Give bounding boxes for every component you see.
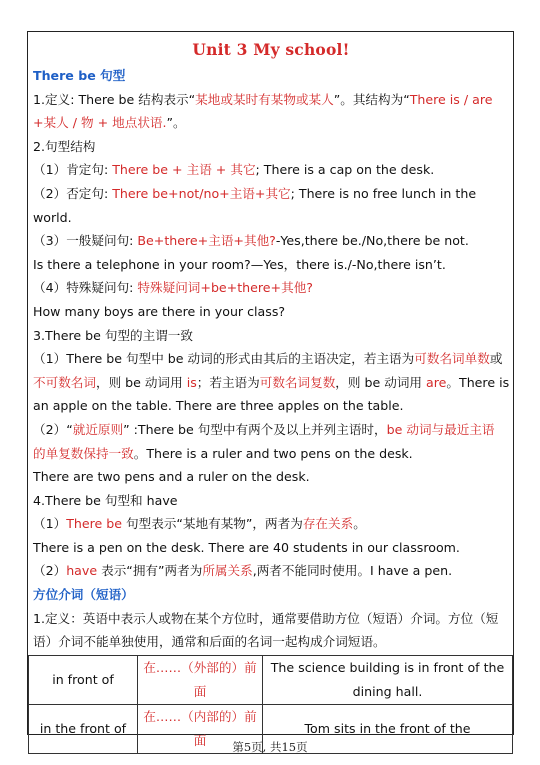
definition-paragraph xyxy=(33,88,509,135)
structure-special-question-example: How many boys are there in your class? xyxy=(33,303,286,319)
have-rule-1-example: There is a pen on the desk. There are 40 students in our classroom. xyxy=(33,539,460,555)
s2-label: （2）否定句: xyxy=(33,185,113,201)
def-text-1: 1.定义: There be 结构表示“ xyxy=(33,91,196,107)
agree2-text-2: ” :There be 句型中有两个及以上并列主语时， xyxy=(123,421,387,437)
s1-example: ; There is a cap on the desk. xyxy=(255,162,435,178)
def-text-3: ”。 xyxy=(166,115,186,131)
have1-highlight-2: 存在关系 xyxy=(302,516,354,532)
structure-heading: 2.句型结构 xyxy=(33,138,96,154)
table-cell-meaning: 在……（外部的）前面 xyxy=(138,656,263,705)
s1-label: （1）肯定句: xyxy=(33,162,113,178)
s3-answer: -Yes,there be./No,there be not. xyxy=(275,233,469,249)
agree1-highlight-is: is xyxy=(186,374,197,390)
structure-special-question xyxy=(33,276,509,300)
agreement-rule-1-line-2 xyxy=(33,371,509,395)
have-heading: 4.There be 句型和 have xyxy=(33,492,178,508)
agree2-highlight-3: 的单复数保持一致 xyxy=(33,445,134,461)
s2-example: ; There is no free lunch in the xyxy=(290,185,477,201)
agree1-text-1: （1）There be 句型中 be 动词的形式由其后的主语决定，若主语为 xyxy=(33,351,415,367)
agree1-highlight-3: 可数名词复数 xyxy=(259,374,336,390)
agreement-rule-2-line-2 xyxy=(33,442,509,466)
have1-text: 句型表示“某地有某物”，两者为 xyxy=(122,516,303,532)
s3-label: （3）一般疑问句: xyxy=(33,233,138,249)
have-rule-1 xyxy=(33,512,509,536)
def-highlight-1: 某地或某时有某物或某人 xyxy=(195,91,334,107)
agree1-highlight-1: 可数名词单数 xyxy=(414,351,490,367)
s3-pattern: Be+there+主语+其他? xyxy=(137,233,276,249)
agree1-text-3: ，则 be 动词用 xyxy=(95,374,187,390)
preposition-definition: 1.定义：英语中表示人或物在某个方位时，通常要借助方位（短语）介词。方位（短语）介词不能单独使用，通常和后面的名词一起构成介词短语。 xyxy=(33,610,499,650)
table-cell-meaning: 在……（内部的）前面 xyxy=(138,705,263,754)
agree1-text-6: 。There is xyxy=(446,374,510,390)
agree1-text-5: ，则 be 动词用 xyxy=(335,374,427,390)
def-highlight-3: +某人 / 物 + 地点状语. xyxy=(33,115,167,131)
structure-general-question-example: Is there a telephone in your room?—Yes，there is./-No,there isn’t. xyxy=(33,256,446,272)
agreement-rule-1-line-1 xyxy=(33,347,509,371)
table-row xyxy=(29,656,513,705)
agree1-highlight-2: 不可数名词 xyxy=(33,374,96,390)
def-highlight-2: There is / are xyxy=(409,91,493,107)
def-text-2: ”。其结构为“ xyxy=(333,91,410,107)
structure-negative xyxy=(33,182,509,206)
s2-pattern: There be+not/no+主语+其它 xyxy=(112,185,291,201)
have2-highlight-1: have xyxy=(66,563,98,579)
agree1-text-2: 或 xyxy=(489,351,503,367)
agreement-rule-1-example: an apple on the table. There are three apples on the table. xyxy=(33,398,404,414)
agree2-example-1: 。There is a ruler and two pens on the desk. xyxy=(133,445,413,461)
page-number-footer: 第5页, 共15页 xyxy=(232,740,308,754)
s4-label: （4）特殊疑问句: xyxy=(33,280,138,296)
section-heading-there-be: There be 句型 xyxy=(33,68,126,83)
have1-highlight-1: There be xyxy=(66,516,123,532)
agree2-text-1: （2）“ xyxy=(33,421,73,437)
agree2-highlight-2: be 动词与最近主语 xyxy=(386,421,495,437)
table-cell-phrase: in the front of xyxy=(29,705,138,754)
structure-affirmative xyxy=(33,158,509,182)
structure-general-question xyxy=(33,229,509,253)
have1-end: 。 xyxy=(353,516,366,532)
have2-highlight-2: 所属关系 xyxy=(202,563,253,579)
agreement-rule-2-example: There are two pens and a ruler on the desk. xyxy=(33,469,310,485)
table-cell-example: Tom sits in the front of the xyxy=(263,705,513,754)
page-title: Unit 3 My school! xyxy=(192,40,350,59)
have-rule-2 xyxy=(33,559,509,583)
have2-example: ,两者不能同时使用。I have a pen. xyxy=(252,563,453,579)
have2-text: 表示“拥有”两者为 xyxy=(97,563,203,579)
have1-label: （1） xyxy=(33,516,67,532)
page-content xyxy=(33,36,509,654)
table-cell-example: The science building is in front of the dining hall. xyxy=(263,656,513,705)
s1-pattern: There be + 主语 + 其它 xyxy=(112,162,256,178)
agreement-heading: 3.There be 句型的主谓一致 xyxy=(33,327,193,343)
agreement-rule-2-line-1 xyxy=(33,418,509,442)
have2-label: （2） xyxy=(33,563,67,579)
agree2-highlight-1: 就近原则 xyxy=(72,421,124,437)
agree1-highlight-are: are xyxy=(426,374,447,390)
s4-pattern: 特殊疑问词+be+there+其他? xyxy=(137,280,313,296)
section-heading-prepositions: 方位介词（短语） xyxy=(33,587,134,603)
structure-negative-cont: world. xyxy=(33,209,72,225)
agree1-text-4: ；若主语为 xyxy=(196,374,260,390)
table-cell-phrase: in front of xyxy=(29,656,138,705)
